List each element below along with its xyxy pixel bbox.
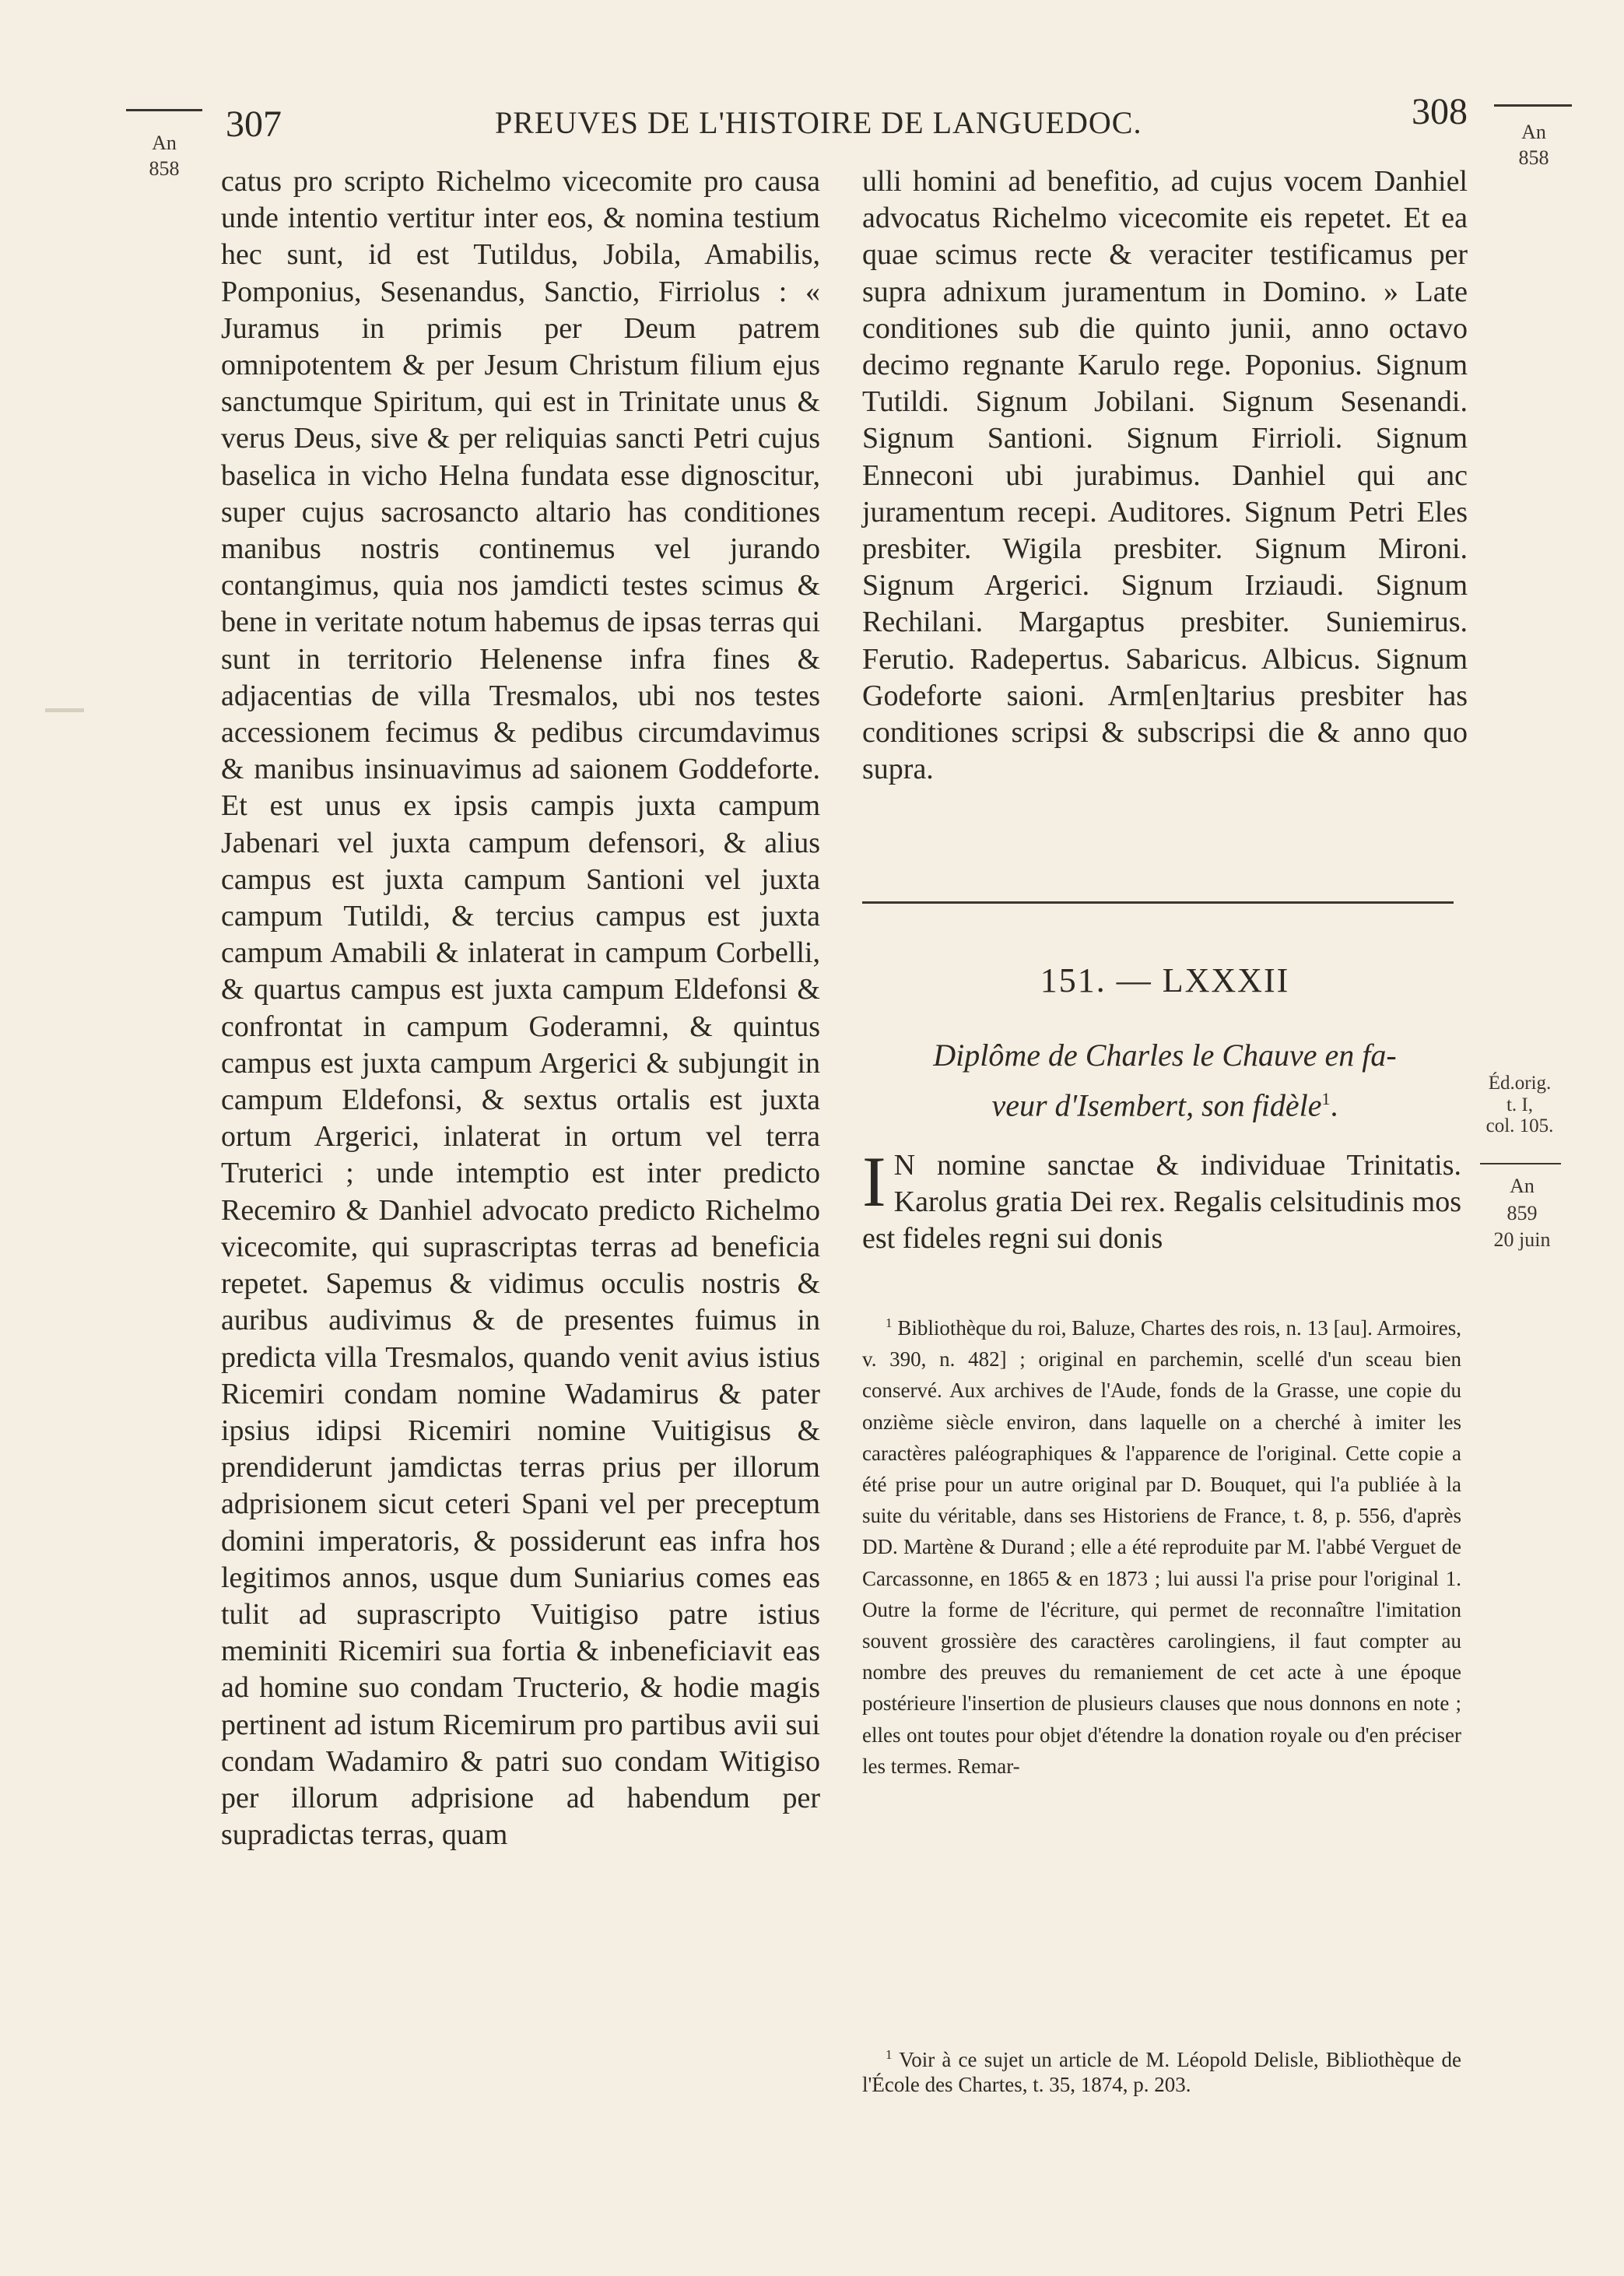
margin-label: An	[152, 132, 177, 154]
margin-year-right-top	[1506, 121, 1561, 169]
footnote-2-paragraph	[862, 2042, 1461, 2097]
edition-line-1: Éd.orig.	[1488, 1073, 1552, 1094]
section-title-line-1: Diplôme de Charles le Chauve en fa-	[933, 1038, 1397, 1073]
margin-year-left	[139, 132, 190, 180]
right-margin-rule	[1494, 104, 1572, 107]
right-column-paragraph: ulli homini ad benefitio, ad cujus vocem Danhiel advocatus Richelmo vicecomite eis repetet. Et ea quae scimus recte & veraciter testificamus per supra adnixum juramentum in Domino. » Late conditiones sub die quinto junii, anno octavo decimo regnante Karulo rege. Poponius. Signum Tutildi. Signum Jobilani. Signum Sesenandi. Signum Santioni. Signum Firrioli. Signum Enneconi ubi jurabimus. Danhiel qui anc juramentum recepi. Auditores. Signum Petri Eles presbiter. Wigila presbiter. Signum Mironi. Signum Argerici. Signum Irziaudi. Signum Rechilani. Margaptus presbiter. Suniemirus. Ferutio. Radepertus. Sabaricus. Albicus. Signum Godeforte saioni. Arm[en]tarius presbiter has conditiones scripsi & subscripsi die & anno quo supra.	[862, 165, 1468, 786]
margin-edition-reference	[1469, 1073, 1570, 1137]
footnote-2	[862, 2042, 1461, 2097]
page-number-left: 307	[226, 104, 282, 145]
margin-date: 20 juin	[1493, 1228, 1551, 1252]
section-number: 151. — LXXXII	[1040, 961, 1290, 999]
section-title-period: .	[1330, 1087, 1338, 1123]
footnote-2-text: Voir à ce sujet un article de M. Léopold Delisle, Bibliothèque de l'École des Chartes, t. 35, 1874, p. 203.	[862, 2048, 1461, 2096]
section-title-line-2	[862, 1077, 1468, 1127]
margin-date-right	[1475, 1175, 1569, 1252]
edition-line-2: t. I,	[1506, 1094, 1534, 1115]
edition-line-3: col. 105.	[1485, 1115, 1554, 1136]
section-title-text: veur d'Isembert, son fidèle	[991, 1087, 1322, 1123]
left-column-text	[221, 163, 820, 1853]
footnote-2-mark: 1	[886, 2047, 893, 2062]
footnote-1-mark: 1	[886, 1315, 893, 1330]
footnote-1-paragraph	[862, 1308, 1461, 1782]
margin-year: 859	[1506, 1201, 1538, 1224]
margin-year: 858	[1518, 146, 1549, 169]
margin-year: 858	[149, 156, 180, 180]
page-number-right: 308	[1412, 91, 1468, 132]
margin-label: An	[1510, 1175, 1535, 1197]
footnote-1	[862, 1308, 1461, 1782]
diploma-text	[862, 1142, 1461, 1258]
footnote-1-text: Bibliothèque du roi, Baluze, Chartes des rois, n. 13 [au]. Armoires, v. 390, n. 482] ; original en parchemin, scellé d'un sceau bien conservé. Aux archives de l'Aude, fonds de la Grasse, une copie du onzième siècle environ, dans laquelle on a cherché à imiter les caractères paléographiques & l'apparence de l'original. Cette copie a été prise pour un autre original par D. Bouquet, qui l'a publiée à la suite du véritable, dans ses Historiens de France, t. 8, p. 556, d'après DD. Martène & Durand ; elle a été reproduite par M. l'abbé Verguet de Carcassonne, en 1865 & en 1873 ; lui aussi l'a prise pour l'original 1. Outre la forme de l'écriture, qui permet de reconnaître l'imitation souvent grossière des caractères carolingiens, il faut compter au nombre des preuves du remaniement de cet acte à une époque postérieure l'insertion de plusieurs clauses que nous donnons en note ; elles ont toutes pour objet d'étendre la donation royale ou d'en préciser les termes. Remar-	[862, 1316, 1461, 1778]
section-separator	[862, 901, 1454, 904]
section-title	[862, 1034, 1468, 1127]
running-title: PREUVES DE L'HISTOIRE DE LANGUEDOC.	[495, 105, 1142, 140]
left-margin-rule	[126, 109, 202, 111]
margin-label: An	[1521, 121, 1546, 143]
left-column-paragraph: catus pro scripto Richelmo vicecomite pro causa unde intentio vertitur inter eos, & nomina testium hec sunt, id est Tutildus, Jobila, Amabilis, Pomponius, Sesenandus, Sanctio, Firriolus : « Juramus in primis per Deum patrem omnipotentem & per Jesum Christum filium ejus sanctumque Spiritum, qui est in Trinitate unus & verus Deus, sive & per reliquias sancti Petri cujus baselica in vicho Helna fundata esse dignoscitur, super cujus sacrosancto altario has conditiones manibus nostris continemus vel jurando contangimus, quia nos jamdicti testes scimus & bene in veritate notum habemus de ipsas terras qui sunt in territorio Helenense infra fines & adjacentias de villa Tresmalos, ubi nos testes accessionem fecimus & pedibus circumdavimus & manibus insinuavimus ad saionem Goddeforte. Et est unus ex ipsis campis juxta campum Jabenari vel juxta campum defensori, & alius campus est juxta campum Santioni vel juxta campum Tutildi, & tercius campus est juxta campum Amabili & inlaterat in campum Corbelli, & quartus campus est juxta campum Eldefonsi & confrontat in campum Goderamni, & quintus campus est juxta campum Argerici & subjungit in campum Eldefonsi, & sextus ortalis est juxta ortum Argerici, inlaterat in ortum vel terra Truterici ; unde intemptio est inter predicto Recemiro & Danhiel advocato predicto Richelmo vicecomite, qui suprascriptas terras ad beneficia repetet. Sapemus & vidimus occulis nostris & auribus audivimus & de presentes fuimus in predicta villa Tresmalos, quando venit avius istius Ricemiri condam nomine Wadamirus & pater ipsius idipsi Ricemiri nomine Vuitigisus & prendiderunt jamdictas terras prius per illorum adprisionem sicut ceteri Spani vel per preceptum domini imperatoris, & possiderunt eas infra hos legitimos annos, usque dum Suniarius comes eas tulit ad suprascripto Vuitigiso patre istius meminiti Ricemiri sua fortia & inbeneficiavit eas ad homine suo condam Tructerio, & hodie magis pertinent ad istum Ricemirum pro partibus avii sui condam Wadamiro & patri suo condam Witigiso per illorum adprisione ad habendum per supradictas terras, quam	[221, 165, 820, 1852]
drop-cap: I	[862, 1142, 886, 1221]
footnote-reference: 1	[1321, 1089, 1331, 1108]
margin-date-rule	[1480, 1163, 1561, 1164]
diploma-paragraph: N nomine sanctae & individuae Trinitatis. Karolus gratia Dei rex. Regalis celsitudinis mos est fideles regni sui donis	[862, 1149, 1461, 1256]
right-column-text	[862, 163, 1468, 788]
paper-mark	[45, 708, 84, 712]
